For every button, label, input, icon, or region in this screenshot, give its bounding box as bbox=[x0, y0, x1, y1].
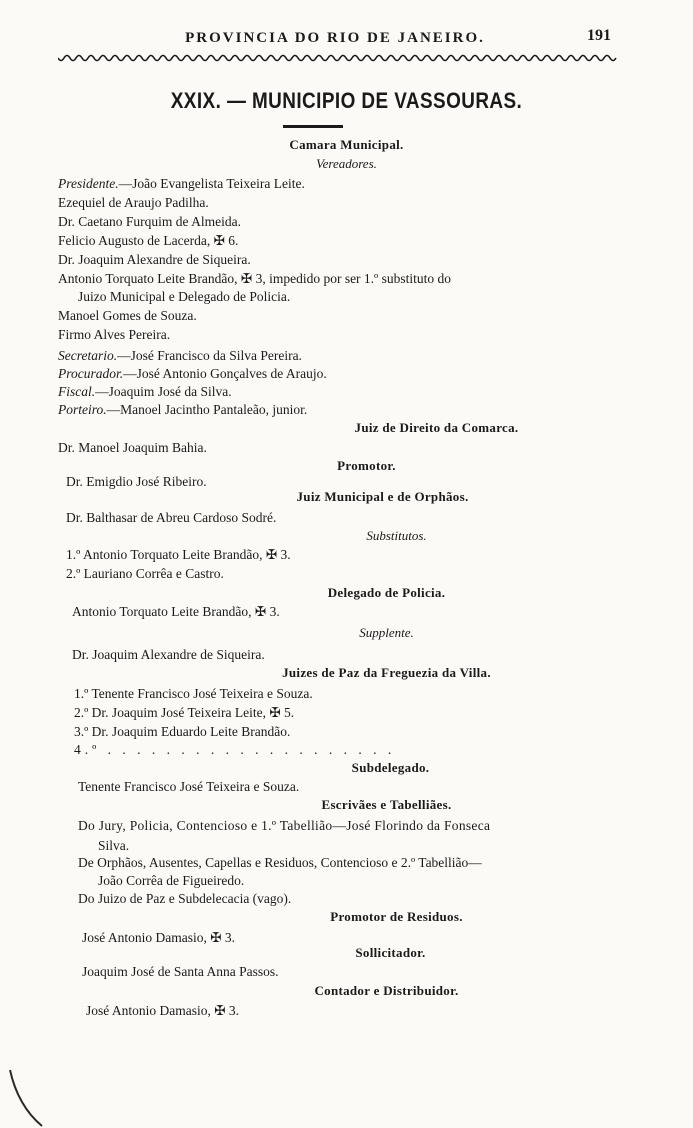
supplente-subheading: Supplente. bbox=[359, 625, 414, 640]
officer-name: —José Antonio Gonçalves de Araujo. bbox=[123, 366, 327, 381]
officer-name: —Joaquim José da Silva. bbox=[95, 384, 232, 399]
escrivao-line: Do Jury, Policia, Contencioso e 1.º Tabellião—José Florindo da Fonseca bbox=[78, 818, 491, 833]
sollicitador-heading: Sollicitador. bbox=[355, 945, 426, 960]
vereador-line: Felicio Augusto de Lacerda, ✠ 6. bbox=[58, 233, 239, 248]
delegado-name: Antonio Torquato Leite Brandão, ✠ 3. bbox=[72, 604, 280, 619]
subdelegado-name: Tenente Francisco José Teixeira e Souza. bbox=[78, 779, 300, 794]
wavy-rule bbox=[58, 54, 618, 66]
officer-label: Procurador. bbox=[58, 366, 124, 381]
supplente-name: Dr. Joaquim Alexandre de Siqueira. bbox=[72, 647, 265, 662]
title-rule bbox=[283, 125, 343, 128]
contador-heading: Contador e Distribuidor. bbox=[314, 983, 459, 998]
officer-label: Fiscal. bbox=[58, 384, 96, 399]
vereador-line: Dr. Joaquim Alexandre de Siqueira. bbox=[58, 252, 251, 267]
officer-line bbox=[58, 402, 307, 418]
juizes-paz-heading: Juizes de Paz da Freguezia da Villa. bbox=[282, 665, 491, 680]
juiz-paz-line: 3.º Dr. Joaquim Eduardo Leite Brandão. bbox=[74, 724, 291, 739]
officer-label: Secretario. bbox=[58, 348, 118, 363]
substituto-line: 2.º Lauriano Corrêa e Castro. bbox=[66, 566, 224, 581]
vereadores-subheading: Vereadores. bbox=[316, 156, 377, 171]
contador-name: José Antonio Damasio, ✠ 3. bbox=[86, 1003, 240, 1018]
promotor-heading: Promotor. bbox=[337, 458, 396, 473]
vereador-line: Manoel Gomes de Souza. bbox=[58, 308, 197, 323]
escrivao-line: Do Juizo de Paz e Subdelecacia (vago). bbox=[78, 891, 292, 906]
page-number: 191 bbox=[587, 27, 611, 44]
vereador-line: Dr. Caetano Furquim de Almeida. bbox=[58, 214, 241, 229]
juiz-direito-name: Dr. Manoel Joaquim Bahia. bbox=[58, 440, 207, 455]
officer-line bbox=[58, 384, 232, 400]
promotor-residuos-heading: Promotor de Residuos. bbox=[330, 909, 463, 924]
juiz-municipal-name: Dr. Balthasar de Abreu Cardoso Sodré. bbox=[66, 510, 277, 525]
subdelegado-heading: Subdelegado. bbox=[351, 760, 430, 775]
vereador-line: Antonio Torquato Leite Brandão, ✠ 3, impedido por ser 1.º substituto do bbox=[58, 271, 452, 286]
camara-heading: Camara Municipal. bbox=[289, 137, 404, 152]
vereador-line: Firmo Alves Pereira. bbox=[58, 327, 171, 342]
delegado-heading: Delegado de Policia. bbox=[327, 585, 446, 600]
escrivao-line: João Corrêa de Figueiredo. bbox=[98, 873, 245, 888]
sollicitador-name: Joaquim José de Santa Anna Passos. bbox=[82, 964, 279, 979]
juiz-direito-heading: Juiz de Direito da Comarca. bbox=[354, 420, 519, 435]
presidente-name: —João Evangelista Teixeira Leite. bbox=[118, 176, 305, 191]
presidente-label: Presidente. bbox=[58, 176, 119, 191]
officer-line bbox=[58, 366, 327, 382]
promotor-residuos-name: José Antonio Damasio, ✠ 3. bbox=[82, 930, 236, 945]
escrivaes-heading: Escrivães e Tabelliães. bbox=[321, 797, 452, 812]
officer-label: Porteiro. bbox=[58, 402, 107, 417]
margin-scratch-mark bbox=[8, 1068, 48, 1128]
escrivao-line: De Orphãos, Ausentes, Capellas e Residuos, Contencioso e 2.º Tabellião— bbox=[78, 855, 482, 870]
page-title: XXIX. — MUNICIPIO DE VASSOURAS. bbox=[170, 88, 523, 113]
promotor-name: Dr. Emigdio José Ribeiro. bbox=[66, 474, 207, 489]
running-title: PROVINCIA DO RIO DE JANEIRO. bbox=[185, 30, 485, 46]
juiz-paz-line: 1.º Tenente Francisco José Teixeira e Souza. bbox=[74, 686, 313, 701]
juiz-paz-line: 4.º . . . . . . . . . . . . . . . . . . . . bbox=[74, 742, 396, 757]
presidente-line bbox=[58, 176, 305, 192]
juiz-municipal-heading: Juiz Municipal e de Orphãos. bbox=[296, 489, 469, 504]
juiz-paz-line: 2.º Dr. Joaquim José Teixeira Leite, ✠ 5. bbox=[74, 705, 295, 720]
escrivao-line: Silva. bbox=[98, 838, 130, 853]
vereador-line: Juizo Municipal e Delegado de Policia. bbox=[78, 289, 291, 304]
officer-line bbox=[58, 348, 302, 364]
substituto-line: 1.º Antonio Torquato Leite Brandão, ✠ 3. bbox=[66, 547, 291, 562]
officer-name: —Manoel Jacintho Pantaleão, junior. bbox=[106, 402, 308, 417]
vereador-line: Ezequiel de Araujo Padilha. bbox=[58, 195, 209, 210]
officer-name: —José Francisco da Silva Pereira. bbox=[117, 348, 302, 363]
substitutos-subheading: Substitutos. bbox=[366, 528, 427, 543]
